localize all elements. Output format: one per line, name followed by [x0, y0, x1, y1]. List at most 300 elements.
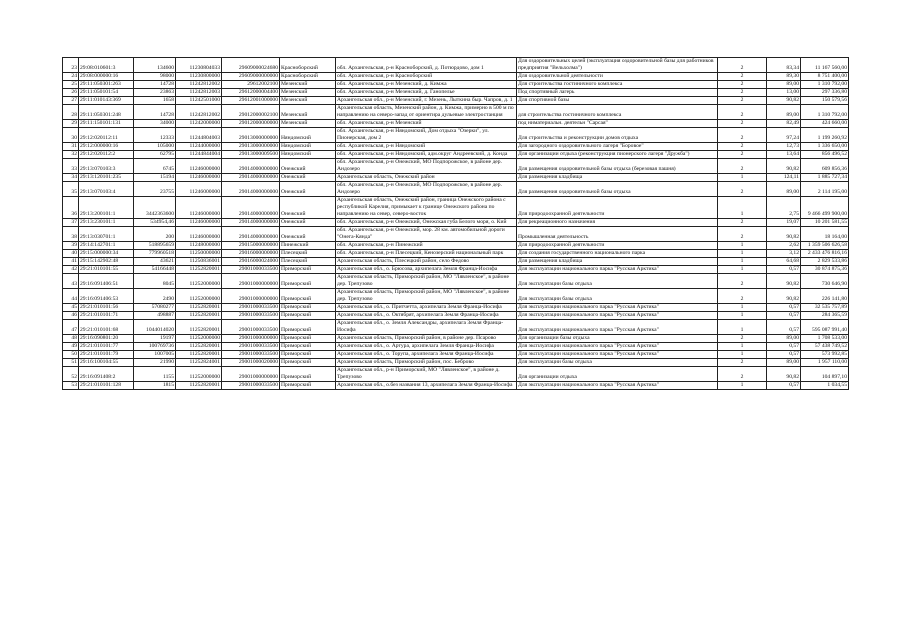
- row-number: 29: [63, 120, 79, 128]
- plot-address: обл. Архангельская, р-н Пинежский: [336, 242, 517, 250]
- district-name: Онежский: [280, 197, 336, 219]
- cadastral-value: 573 992,85: [801, 351, 849, 359]
- row-number: 52: [63, 367, 79, 382]
- oktmo-code: 29001000033500: [222, 266, 280, 274]
- cadastral-number: 29:21:010101:128: [79, 382, 134, 390]
- cadastral-number: 29:21:010101:71: [79, 312, 134, 320]
- cadastral-value: 1 310 792,00: [801, 105, 849, 120]
- permitted-use: Для эксплуатации национального парка "Русская Арктика": [517, 382, 718, 390]
- okato-code: 11252000000: [176, 367, 222, 382]
- plot-area: 3442363600: [134, 197, 176, 219]
- cadastral-value: 1 885 727,34: [801, 174, 849, 182]
- plot-area: 57080277: [134, 304, 176, 312]
- category-code: 2: [718, 81, 767, 89]
- district-name: Няндомский: [280, 151, 336, 159]
- okato-code: 11244804003: [176, 128, 222, 143]
- okato-code: 11242501000: [176, 97, 222, 105]
- permitted-use: Для оздоровительной деятельности: [517, 73, 718, 81]
- oktmo-code: 29612002100: [222, 81, 280, 89]
- table-row: [63, 359, 849, 367]
- category-code: 2: [718, 335, 767, 343]
- okato-code: 11252000000: [176, 274, 222, 289]
- category-code: 1: [718, 197, 767, 219]
- oktmo-code: 29612001000000: [222, 97, 280, 105]
- cadastral-number: 29:12:020112:2: [79, 151, 134, 159]
- cadastral-value: 9 466 499 900,00: [801, 197, 849, 219]
- permitted-use: Для загородного оздоровительного лагеря "Боровое": [517, 143, 718, 151]
- cadastral-value: 2 433 476 816,16: [801, 250, 849, 258]
- oktmo-code: 29012000000000: [222, 120, 280, 128]
- district-name: Приморский: [280, 343, 336, 351]
- okato-code: 11252820001: [176, 382, 222, 390]
- plot-area: 534954,46: [134, 219, 176, 227]
- row-number: 28: [63, 105, 79, 120]
- plot-address: обл. Архангельская, р-н Красноборский, д. Потюрдово, дом 1: [336, 58, 517, 73]
- plot-address: Архангельская обл., о. Притчетта, архипелага Земля Франца-Иосифа: [336, 304, 517, 312]
- specific-value: 90,82: [767, 97, 801, 105]
- permitted-use: Промышленная деятельность: [517, 227, 718, 242]
- oktmo-code: 29015000000000: [222, 242, 280, 250]
- category-code: 1: [718, 304, 767, 312]
- specific-value: 2,75: [767, 197, 801, 219]
- permitted-use: Для рекреационного назначения: [517, 219, 718, 227]
- specific-value: 89,30: [767, 73, 801, 81]
- oktmo-code: 29014000000000: [222, 182, 280, 197]
- plot-address: обл. Архангельская, р-н Онежский, мор. 28 км. автомобильной дороги "Онега-Кянда": [336, 227, 517, 242]
- category-code: 2: [718, 227, 767, 242]
- permitted-use: Для природоохранной деятельности: [517, 242, 718, 250]
- specific-value: 90,82: [767, 367, 801, 382]
- district-name: Приморский: [280, 289, 336, 304]
- specific-value: 89,00: [767, 81, 801, 89]
- specific-value: 0,57: [767, 304, 801, 312]
- specific-value: 64,68: [767, 258, 801, 266]
- table-row: [63, 197, 849, 219]
- table-row: [63, 89, 849, 97]
- okato-code: 11244000000: [176, 143, 222, 151]
- cadastral-value: 2 829 533,86: [801, 258, 849, 266]
- cadastral-value: 1 957 110,00: [801, 359, 849, 367]
- cadastral-value: 730 646,90: [801, 274, 849, 289]
- district-name: Приморский: [280, 351, 336, 359]
- table-row: [63, 343, 849, 351]
- oktmo-code: 29014000000000: [222, 159, 280, 174]
- specific-value: 0,57: [767, 266, 801, 274]
- category-code: 2: [718, 73, 767, 81]
- row-number: 45: [63, 304, 79, 312]
- okato-code: 11246000000: [176, 227, 222, 242]
- okato-code: 11230800000: [176, 73, 222, 81]
- row-number: 50: [63, 351, 79, 359]
- district-name: Няндомский: [280, 143, 336, 151]
- plot-area: 2490: [134, 289, 176, 304]
- district-name: Пинежский: [280, 242, 336, 250]
- row-number: 47: [63, 320, 79, 335]
- table-row: [63, 367, 849, 382]
- cadastral-value: 856 496,52: [801, 151, 849, 159]
- table-row: [63, 151, 849, 159]
- plot-address: Архангельская область, Онежский район: [336, 174, 517, 182]
- table-row: [63, 304, 849, 312]
- specific-value: 0,57: [767, 320, 801, 335]
- okato-code: 11252820001: [176, 351, 222, 359]
- row-number: 36: [63, 197, 79, 219]
- plot-address: Архангельская обл., о.без названия 13, архипелага Земля Франца-Иосифа: [336, 382, 517, 390]
- plot-address: Архангельская обл., о. Земля Александры, архипелага Земля Франца-Иосифа: [336, 320, 517, 335]
- plot-area: 100769736: [134, 343, 176, 351]
- row-number: 48: [63, 335, 79, 343]
- okato-code: 11242812002: [176, 81, 222, 89]
- oktmo-code: 29612000004400: [222, 89, 280, 97]
- row-number: 33: [63, 159, 79, 174]
- okato-code: 11250000000: [176, 250, 222, 258]
- plot-address: Архангельская обл., о. Октябрят, архипелага Земля Франца-Иосифа: [336, 312, 517, 320]
- cadastral-number: 29:11:010143:369: [79, 97, 134, 105]
- district-name: Мезенский: [280, 105, 336, 120]
- oktmo-code: 29013000000000: [222, 143, 280, 151]
- plot-area: 23755: [134, 182, 176, 197]
- plot-address: Архангельская обл., о. Артура, архипелага Земля Франца-Иосифа: [336, 343, 517, 351]
- plot-area: 14728: [134, 81, 176, 89]
- table-row: [63, 266, 849, 274]
- specific-value: 90,82: [767, 274, 801, 289]
- row-number: 49: [63, 343, 79, 351]
- category-code: 2: [718, 289, 767, 304]
- specific-value: 89,00: [767, 335, 801, 343]
- plot-address: Архангельская область, Приморский район, МО "Лявленское", в районе дер. Трепузово: [336, 274, 517, 289]
- okato-code: 11246000000: [176, 219, 222, 227]
- cadastral-value: 11 167 560,00: [801, 58, 849, 73]
- plot-address: обл. Архангельская, р-н Мезенский, д. Кимжа: [336, 81, 517, 89]
- plot-area: 19197: [134, 335, 176, 343]
- table-row: [63, 159, 849, 174]
- cadastral-value: 1 708 533,00: [801, 335, 849, 343]
- cadastral-value: 18 164,00: [801, 227, 849, 242]
- category-code: 1: [718, 174, 767, 182]
- cadastral-number: 29:11:050101:54: [79, 89, 134, 97]
- cadastral-value: 8 751 400,00: [801, 73, 849, 81]
- oktmo-code: 29609000024680: [222, 58, 280, 73]
- oktmo-code: 29001000033500: [222, 320, 280, 335]
- specific-value: 2,62: [767, 242, 801, 250]
- table-row: [63, 58, 849, 73]
- table-row: [63, 382, 849, 390]
- land-plot-table: [62, 57, 849, 390]
- category-code: 2: [718, 274, 767, 289]
- row-number: 41: [63, 258, 79, 266]
- specific-value: 89,00: [767, 105, 801, 120]
- permitted-use: Для организации базы отдыха: [517, 335, 718, 343]
- district-name: Приморский: [280, 312, 336, 320]
- plot-area: 98000: [134, 73, 176, 81]
- district-name: Няндомский: [280, 128, 336, 143]
- category-code: 1: [718, 250, 767, 258]
- row-number: 44: [63, 289, 79, 304]
- cadastral-value: 30 874 875,36: [801, 266, 849, 274]
- okato-code: 11252820001: [176, 320, 222, 335]
- plot-address: обл. Архангельская, р-н Онежский, Онежская губа Белого моря, о. Кий: [336, 219, 517, 227]
- table-row: [63, 320, 849, 335]
- category-code: 2: [718, 367, 767, 382]
- row-number: 23: [63, 58, 79, 73]
- specific-value: 12,73: [767, 143, 801, 151]
- okato-code: 11252820001: [176, 304, 222, 312]
- specific-value: 90,82: [767, 159, 801, 174]
- oktmo-code: 29016000024000: [222, 258, 280, 266]
- row-number: 43: [63, 274, 79, 289]
- okato-code: 11252820001: [176, 312, 222, 320]
- category-code: 1: [718, 242, 767, 250]
- specific-value: 0,57: [767, 351, 801, 359]
- oktmo-code: 29014000000000: [222, 197, 280, 219]
- category-code: 2: [718, 219, 767, 227]
- category-code: 2: [718, 143, 767, 151]
- category-code: 2: [718, 359, 767, 367]
- oktmo-code: 29013000000000: [222, 128, 280, 143]
- oktmo-code: 29001000033500: [222, 304, 280, 312]
- oktmo-code: 29014000000000: [222, 174, 280, 182]
- district-name: Мезенский: [280, 81, 336, 89]
- cadastral-number: 29:13:030701:1: [79, 227, 134, 242]
- oktmo-code: 29001000000000: [222, 274, 280, 289]
- oktmo-code: 29016000000000: [222, 250, 280, 258]
- permitted-use: Для организации отдыха: [517, 367, 718, 382]
- table-row: [63, 182, 849, 197]
- district-name: Приморский: [280, 304, 336, 312]
- table-row: [63, 312, 849, 320]
- specific-value: 13,00: [767, 89, 801, 97]
- permitted-use: Для размещения кладбища: [517, 258, 718, 266]
- specific-value: 124,11: [767, 174, 801, 182]
- cadastral-number: 29:16:091406:51: [79, 274, 134, 289]
- row-number: 27: [63, 97, 79, 105]
- permitted-use: Для эксплуатации базы отдыха: [517, 289, 718, 304]
- table-row: [63, 258, 849, 266]
- permitted-use: Для размещения оздоровительной базы отдыха (березовая пашня): [517, 159, 718, 174]
- okato-code: 11242812002: [176, 105, 222, 120]
- plot-area: 200: [134, 227, 176, 242]
- plot-address: Архангельская область, Мезенский район, д. Кимжа, примерно в 500 м по направлению на северо-запад от ориентира дульевые электростанция: [336, 105, 517, 120]
- table-row: [63, 351, 849, 359]
- cadastral-value: 1 336 650,00: [801, 143, 849, 151]
- table-row: [63, 81, 849, 89]
- plot-area: 518895659: [134, 242, 176, 250]
- category-code: 1: [718, 343, 767, 351]
- plot-address: обл. Архангельская, р-н Онежский, МО Подпорожское, в районе дер. Андозеро: [336, 159, 517, 174]
- cadastral-value: 104 897,10: [801, 367, 849, 382]
- row-number: 53: [63, 382, 79, 390]
- permitted-use: Для размещения оздоровительной базы отдыха: [517, 182, 718, 197]
- district-name: Плесецкий: [280, 250, 336, 258]
- district-name: Онежский: [280, 159, 336, 174]
- plot-area: 6745: [134, 159, 176, 174]
- oktmo-code: 29001000033500: [222, 312, 280, 320]
- permitted-use: Для природоохранной деятельности: [517, 197, 718, 219]
- plot-address: обл. Архангельская, р-н Няндомский: [336, 143, 517, 151]
- cadastral-number: 29:16:090801:20: [79, 335, 134, 343]
- plot-address: обл. Архангельская, р-н Няндомский, адм.округ Андреевский, д. Конда: [336, 151, 517, 159]
- cadastral-number: 29:21:010101:68: [79, 320, 134, 335]
- oktmo-code: 29001000000000: [222, 367, 280, 382]
- specific-value: 89,00: [767, 182, 801, 197]
- plot-area: 23863: [134, 89, 176, 97]
- cadastral-value: 297 336,80: [801, 89, 849, 97]
- cadastral-number: 29:13:200101:1: [79, 197, 134, 219]
- plot-area: 105000: [134, 143, 176, 151]
- row-number: 35: [63, 182, 79, 197]
- plot-area: 14728: [134, 105, 176, 120]
- permitted-use: Для размещения кладбища: [517, 174, 718, 182]
- oktmo-code: 29001000000000: [222, 289, 280, 304]
- category-code: 1: [718, 351, 767, 359]
- category-code: 2: [718, 151, 767, 159]
- oktmo-code: 29609000000000: [222, 73, 280, 81]
- row-number: 31: [63, 143, 79, 151]
- district-name: Плесецкий: [280, 258, 336, 266]
- plot-address: обл. Архангельская, р-н Мезенский, д. Ганопелье: [336, 89, 517, 97]
- permitted-use: Для эксплуатации базы отдыха: [517, 274, 718, 289]
- plot-address: обл. Архангельская, р-н Няндомский, Дом отдыха "Озерки", ул. Пионерская, дом 2: [336, 128, 517, 143]
- cadastral-number: 29:13:230101:1: [79, 219, 134, 227]
- oktmo-code: 29001000000000: [222, 335, 280, 343]
- cadastral-number: 29:08:000000:16: [79, 73, 134, 81]
- okato-code: 11246000000: [176, 174, 222, 182]
- plot-area: 8045: [134, 274, 176, 289]
- category-code: 2: [718, 159, 767, 174]
- permitted-use: Для строительства гостиничного комплекса: [517, 81, 718, 89]
- permitted-use: Под спортивный лагерь: [517, 89, 718, 97]
- plot-area: 134600: [134, 58, 176, 73]
- row-number: 25: [63, 81, 79, 89]
- cadastral-number: 29:21:010101:77: [79, 343, 134, 351]
- category-code: 2: [718, 89, 767, 97]
- cadastral-number: 29:21:010101:56: [79, 304, 134, 312]
- cadastral-number: 29:16:091406:53: [79, 289, 134, 304]
- category-code: 2: [718, 97, 767, 105]
- row-number: 26: [63, 89, 79, 97]
- okato-code: 11242812003: [176, 89, 222, 97]
- row-number: 42: [63, 266, 79, 274]
- row-number: 34: [63, 174, 79, 182]
- plot-area: 779960518: [134, 250, 176, 258]
- permitted-use: Для эксплуатации национального парка "Русская Арктика": [517, 320, 718, 335]
- plot-area: 498887: [134, 312, 176, 320]
- plot-address: Архангельская обл., о. Торупа, архипелага Земля Франца-Иосифа: [336, 351, 517, 359]
- specific-value: 0,57: [767, 312, 801, 320]
- table-row: [63, 143, 849, 151]
- document-page: [62, 57, 848, 390]
- okato-code: 11242000000: [176, 120, 222, 128]
- row-number: 38: [63, 227, 79, 242]
- plot-area: 21990: [134, 359, 176, 367]
- permitted-use: Для строительства и реконструкции домов отдыха: [517, 128, 718, 143]
- table-row: [63, 174, 849, 182]
- permitted-use: Для эксплуатации национального парка "Русская Арктика": [517, 312, 718, 320]
- specific-value: 82,49: [767, 120, 801, 128]
- okato-code: 11246000000: [176, 197, 222, 219]
- cadastral-number: 29:21:010101:55: [79, 266, 134, 274]
- cadastral-value: 10 201 581,55: [801, 219, 849, 227]
- permitted-use: Для создания государственного национального парка: [517, 250, 718, 258]
- district-name: Красноборский: [280, 58, 336, 73]
- plot-area: 15194: [134, 174, 176, 182]
- table-row: [63, 274, 849, 289]
- permitted-use: Для оздоровительных целей (эксплуатация оздоровительной базы для работников предприятия "Вельхолма"): [517, 58, 718, 73]
- table-row: [63, 242, 849, 250]
- cadastral-value: 57 438 749,52: [801, 343, 849, 351]
- row-number: 32: [63, 151, 79, 159]
- cadastral-value: 226 141,80: [801, 289, 849, 304]
- plot-address: Архангельская область, Приморский район, пос. Беброво: [336, 359, 517, 367]
- okato-code: 11248000000: [176, 242, 222, 250]
- cadastral-value: 1 034,55: [801, 382, 849, 390]
- okato-code: 11252820001: [176, 343, 222, 351]
- category-code: 1: [718, 266, 767, 274]
- district-name: Мезенский: [280, 89, 336, 97]
- plot-area: 1044014020: [134, 320, 176, 335]
- district-name: Красноборский: [280, 73, 336, 81]
- table-row: [63, 105, 849, 120]
- row-number: 51: [63, 359, 79, 367]
- category-code: 2: [718, 120, 767, 128]
- district-name: Приморский: [280, 320, 336, 335]
- specific-value: 97,24: [767, 128, 801, 143]
- oktmo-code: 29014000000000: [222, 219, 280, 227]
- cadastral-number: 29:13:070103:3: [79, 159, 134, 174]
- category-code: 2: [718, 58, 767, 73]
- plot-address: Архангельская область, Приморский район, МО "Лявленское", в районе дер. Трепузово: [336, 289, 517, 304]
- okato-code: 11252000000: [176, 289, 222, 304]
- permitted-use: Для эксплуатации национального парка "Русская Арктика": [517, 304, 718, 312]
- cadastral-value: 595 087 991,40: [801, 320, 849, 335]
- oktmo-code: 29001000020000: [222, 359, 280, 367]
- district-name: Мезенский: [280, 97, 336, 105]
- okato-code: 11230804033: [176, 58, 222, 73]
- cadastral-number: 29:21:010101:79: [79, 351, 134, 359]
- specific-value: 90,82: [767, 289, 801, 304]
- row-number: 24: [63, 73, 79, 81]
- row-number: 46: [63, 312, 79, 320]
- row-number: 30: [63, 128, 79, 143]
- table-row: [63, 335, 849, 343]
- permitted-use: Для эксплуатации национального парка "Русская Арктика": [517, 351, 718, 359]
- plot-area: 1658: [134, 97, 176, 105]
- specific-value: 0,57: [767, 382, 801, 390]
- permitted-use: Для эксплуатации национального парка "Русская Арктика": [517, 266, 718, 274]
- permitted-use: Для эксплуатации национального парка "Русская Арктика": [517, 343, 718, 351]
- okato-code: 11246000000: [176, 159, 222, 174]
- table-row: [63, 250, 849, 258]
- oktmo-code: 29012000002100: [222, 105, 280, 120]
- okato-code: 11252820001: [176, 266, 222, 274]
- plot-address: обл. Архангельская, р-н Мезенский: [336, 120, 517, 128]
- cadastral-number: 29:12:000000:16: [79, 143, 134, 151]
- cadastral-value: 424 660,00: [801, 120, 849, 128]
- district-name: Приморский: [280, 382, 336, 390]
- cadastral-number: 29:13:120101:235: [79, 174, 134, 182]
- okato-code: 11250836001: [176, 258, 222, 266]
- cadastral-value: 609 856,36: [801, 159, 849, 174]
- plot-address: Архангельская обл., р-н Приморский, МО "Лявленское", в районе д. Трепузово: [336, 367, 517, 382]
- table-row: [63, 120, 849, 128]
- district-name: Онежский: [280, 227, 336, 242]
- plot-address: Архангельская обл., о. Брюсова, архипелага Земля Франца-Иосифа: [336, 266, 517, 274]
- table-row: [63, 289, 849, 304]
- okato-code: 11244844004: [176, 151, 222, 159]
- cadastral-value: 150 579,56: [801, 97, 849, 105]
- permitted-use: Для спортивной базы: [517, 97, 718, 105]
- category-code: 1: [718, 382, 767, 390]
